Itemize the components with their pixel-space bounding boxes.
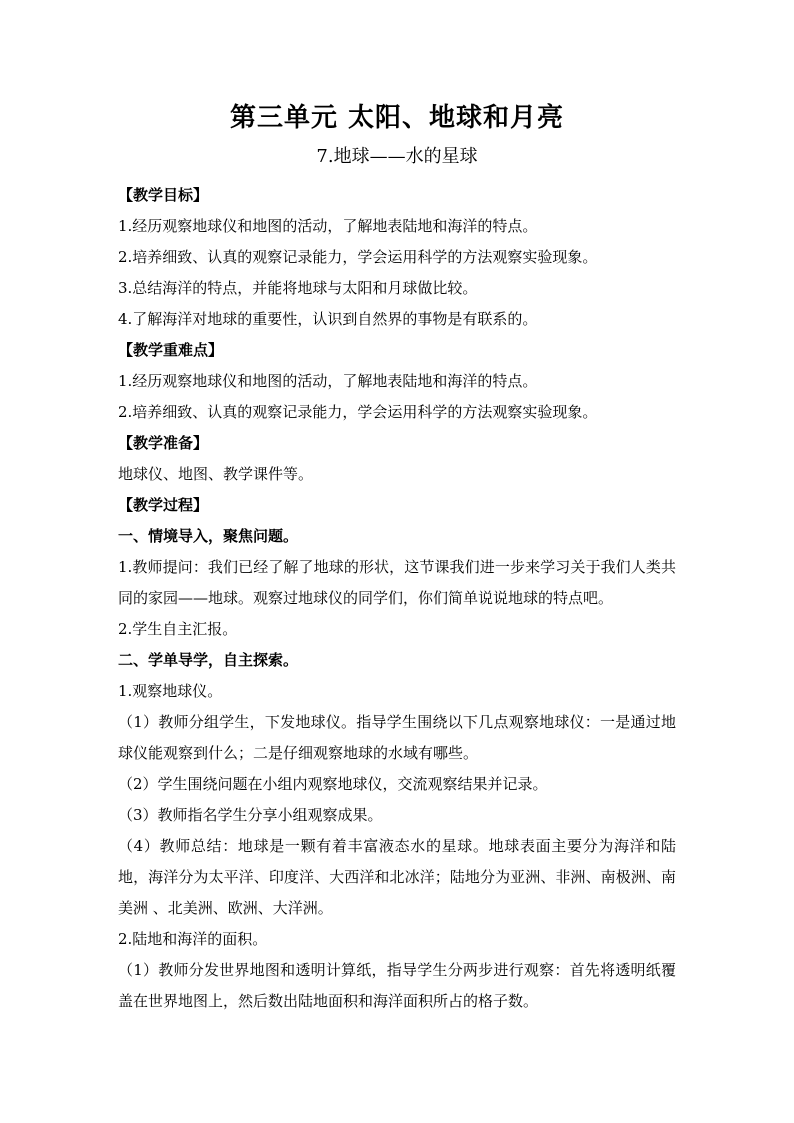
process-part2-heading: 二、学单导学，自主探索。 [118, 651, 299, 669]
process-paragraph: 1.教师提问：我们已经了解了地球的形状，这节课我们进一步来学习关于我们人类共同的家园——地球。观察过地球仪的同学们，你们简单说说地球的特点吧。 [118, 558, 676, 607]
objective-item: 4.了解海洋对地球的重要性，认识到自然界的事物是有联系的。 [118, 310, 538, 328]
objective-item: 1.经历观察地球仪和地图的活动，了解地表陆地和海洋的特点。 [118, 217, 538, 235]
process-paragraph: （1）教师分发世界地图和透明计算纸，指导学生分两步进行观察：首先将透明纸覆盖在世界地图上，然后数出陆地面积和海洋面积所占的格子数。 [118, 961, 676, 1010]
page-subtitle: 7.地球——水的星球 [316, 146, 478, 167]
process-paragraph: 2.学生自主汇报。 [118, 620, 238, 638]
process-part1-heading: 一、情境导入，聚焦问题。 [118, 527, 299, 545]
page-title: 第三单元 太阳、地球和月亮 [229, 103, 565, 133]
process-paragraph: （3）教师指名学生分享小组观察成果。 [118, 806, 383, 824]
process-paragraph: （4）教师总结：地球是一颗有着丰富液态水的星球。地球表面主要分为海洋和陆地，海洋分为太平洋、印度洋、大西洋和北冰洋；陆地分为亚洲、非洲、南极洲、南美洲 、北美洲、欧洲、大洋洲。 [118, 837, 676, 917]
process-paragraph: （2）学生围绕问题在小组内观察地球仪，交流观察结果并记录。 [118, 775, 548, 793]
section-heading-preparation: 【教学准备】 [118, 434, 209, 452]
process-paragraph: （1）教师分组学生，下发地球仪。指导学生围绕以下几点观察地球仪：一是通过地球仪能观察到什么；二是仔细观察地球的水域有哪些。 [118, 713, 676, 762]
key-point-item: 2.培养细致、认真的观察记录能力，学会运用科学的方法观察实验现象。 [118, 403, 598, 421]
objective-item: 3.总结海洋的特点，并能将地球与太阳和月球做比较。 [118, 279, 478, 297]
key-point-item: 1.经历观察地球仪和地图的活动，了解地表陆地和海洋的特点。 [118, 372, 538, 390]
process-paragraph: 1.观察地球仪。 [118, 682, 223, 700]
objective-item: 2.培养细致、认真的观察记录能力，学会运用科学的方法观察实验现象。 [118, 248, 598, 266]
section-heading-key-points: 【教学重难点】 [118, 341, 224, 359]
section-heading-objectives: 【教学目标】 [118, 186, 209, 204]
section-heading-process: 【教学过程】 [118, 496, 209, 514]
preparation-text: 地球仪、地图、教学课件等。 [118, 465, 314, 483]
process-paragraph: 2.陆地和海洋的面积。 [118, 930, 268, 948]
